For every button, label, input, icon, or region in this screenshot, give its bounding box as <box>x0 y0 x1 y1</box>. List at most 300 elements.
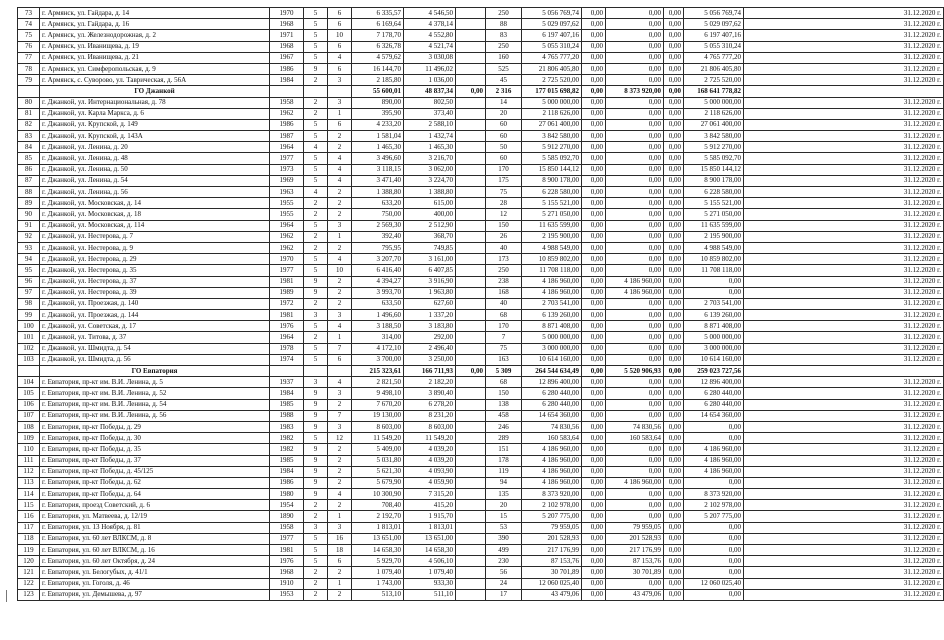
local-zero-cell: 0,00 <box>664 500 684 511</box>
deadline-cell <box>744 86 944 97</box>
table-row <box>18 187 944 198</box>
local-zero-cell: 0,00 <box>664 164 684 175</box>
local-zero-cell: 0,00 <box>664 511 684 522</box>
entrances-cell: 3 <box>328 421 352 432</box>
address-cell: г. Евпатория, пр-кт им. В.И. Ленина, д. 56 <box>40 410 270 421</box>
fund-zero-cell: 0,00 <box>582 354 606 365</box>
row-number: 106 <box>18 399 40 410</box>
address-cell: г. Евпатория, ул. 60 лет ВЛКСМ, д. 8 <box>40 533 270 544</box>
residents-cell: 20 <box>486 500 522 511</box>
residents-cell: 458 <box>486 410 522 421</box>
zero-cell <box>456 119 486 130</box>
residents-cell: 14 <box>486 97 522 108</box>
deadline-cell: 31.12.2020 г. <box>744 511 944 522</box>
local-zero-cell: 0,00 <box>664 388 684 399</box>
total-area-cell: 2 569,30 <box>352 220 404 231</box>
fund-zero-cell: 0,00 <box>582 332 606 343</box>
table-row <box>18 377 944 388</box>
deadline-cell: 31.12.2020 г. <box>744 298 944 309</box>
local-zero-cell: 0,00 <box>664 63 684 74</box>
floors-cell: 2 <box>304 589 328 600</box>
residents-cell: 60 <box>486 131 522 142</box>
owners-fund-cell: 0,00 <box>684 533 744 544</box>
year-cell: 1977 <box>270 265 304 276</box>
total-cost-cell: 4 186 960,00 <box>522 287 582 298</box>
zero-cell: 0,00 <box>456 366 486 377</box>
address-cell: г. Джанкой, ул. Шмидта, д. 54 <box>40 343 270 354</box>
zero-cell <box>456 444 486 455</box>
table-row <box>18 30 944 41</box>
residents-cell: 499 <box>486 545 522 556</box>
deadline-cell: 31.12.2020 г. <box>744 242 944 253</box>
living-area-cell: 511,10 <box>404 589 456 600</box>
local-zero-cell: 0,00 <box>664 589 684 600</box>
address-cell: г. Джанкой, ул. Нестерова, д. 9 <box>40 242 270 253</box>
fund-zero-cell: 0,00 <box>582 30 606 41</box>
fund-zero-cell: 0,00 <box>582 366 606 377</box>
table-row <box>18 142 944 153</box>
row-number: 83 <box>18 131 40 142</box>
local-zero-cell: 0,00 <box>664 153 684 164</box>
row-number: 111 <box>18 455 40 466</box>
living-area-cell: 1 813,01 <box>404 522 456 533</box>
zero-cell <box>456 377 486 388</box>
entrances-cell: 7 <box>328 410 352 421</box>
zero-cell <box>456 332 486 343</box>
local-zero-cell: 0,00 <box>664 298 684 309</box>
local-zero-cell: 0,00 <box>664 119 684 130</box>
living-area-cell: 292,00 <box>404 332 456 343</box>
row-number: 75 <box>18 30 40 41</box>
fund-zero-cell: 0,00 <box>582 187 606 198</box>
year-cell: 1985 <box>270 399 304 410</box>
regional-fund-cell: 4 186 960,00 <box>606 276 664 287</box>
total-area-cell: 8 603,00 <box>352 421 404 432</box>
row-number: 110 <box>18 444 40 455</box>
deadline-cell: 31.12.2020 г. <box>744 433 944 444</box>
total-cost-cell: 4 186 960,00 <box>522 466 582 477</box>
total-area-cell: 795,95 <box>352 242 404 253</box>
year-cell: 1937 <box>270 377 304 388</box>
floors-cell: 4 <box>304 142 328 153</box>
living-area-cell: 933,30 <box>404 578 456 589</box>
owners-fund-cell: 4 988 549,00 <box>684 242 744 253</box>
owners-fund-cell: 2 725 520,00 <box>684 75 744 86</box>
residents-cell: 119 <box>486 466 522 477</box>
year-cell: 1972 <box>270 298 304 309</box>
fund-zero-cell: 0,00 <box>582 310 606 321</box>
year-cell: 1984 <box>270 466 304 477</box>
floors-cell: 2 <box>304 242 328 253</box>
floors-cell: 5 <box>304 175 328 186</box>
residents-cell: 170 <box>486 164 522 175</box>
entrances-cell: 6 <box>328 63 352 74</box>
address-cell: г. Джанкой, ул. Шмидта, д. 56 <box>40 354 270 365</box>
regional-fund-cell: 160 583,64 <box>606 433 664 444</box>
zero-cell <box>456 19 486 30</box>
year-cell: 1974 <box>270 354 304 365</box>
living-area-cell: 3 183,80 <box>404 321 456 332</box>
year-cell: 1954 <box>270 500 304 511</box>
regional-fund-cell: 0,00 <box>606 209 664 220</box>
zero-cell <box>456 567 486 578</box>
floors-cell: 5 <box>304 131 328 142</box>
residents-cell: 250 <box>486 41 522 52</box>
entrances-cell: 7 <box>328 343 352 354</box>
row-number: 105 <box>18 388 40 399</box>
total-area-cell: 5 621,30 <box>352 466 404 477</box>
address-cell: г. Евпатория, пр-кт Победы, д. 30 <box>40 433 270 444</box>
owners-fund-cell: 4 186 960,00 <box>684 455 744 466</box>
fund-zero-cell: 0,00 <box>582 343 606 354</box>
zero-cell <box>456 343 486 354</box>
table-row <box>18 354 944 365</box>
living-area-cell: 1 337,20 <box>404 310 456 321</box>
zero-cell <box>456 131 486 142</box>
residents-cell: 135 <box>486 489 522 500</box>
total-area-cell: 19 130,00 <box>352 410 404 421</box>
total-area-cell: 2 185,80 <box>352 75 404 86</box>
floors-cell: 5 <box>304 153 328 164</box>
living-area-cell: 1 465,30 <box>404 142 456 153</box>
year-cell: 1983 <box>270 421 304 432</box>
row-number: 73 <box>18 8 40 19</box>
total-area-cell: 1 813,01 <box>352 522 404 533</box>
deadline-cell: 31.12.2020 г. <box>744 164 944 175</box>
floors-cell: 2 <box>304 500 328 511</box>
floors-cell: 5 <box>304 321 328 332</box>
entrances-cell: 2 <box>328 209 352 220</box>
residents-cell: 289 <box>486 433 522 444</box>
total-area-cell: 7 670,20 <box>352 399 404 410</box>
table-row <box>18 254 944 265</box>
entrances-cell: 4 <box>328 52 352 63</box>
residents-cell: 45 <box>486 75 522 86</box>
entrances-cell: 3 <box>328 388 352 399</box>
row-number: 102 <box>18 343 40 354</box>
year-cell: 1955 <box>270 209 304 220</box>
living-area-cell: 615,00 <box>404 198 456 209</box>
entrances-cell: 6 <box>328 119 352 130</box>
fund-zero-cell: 0,00 <box>582 242 606 253</box>
row-number: 97 <box>18 287 40 298</box>
fund-zero-cell: 0,00 <box>582 119 606 130</box>
local-zero-cell: 0,00 <box>664 366 684 377</box>
entrances-cell: 2 <box>328 399 352 410</box>
row-number: 119 <box>18 545 40 556</box>
total-cost-cell: 14 654 360,00 <box>522 410 582 421</box>
local-zero-cell: 0,00 <box>664 377 684 388</box>
zero-cell <box>456 310 486 321</box>
zero-cell <box>456 578 486 589</box>
owners-fund-cell: 6 197 407,16 <box>684 30 744 41</box>
zero-cell <box>456 220 486 231</box>
floors-cell: 2 <box>304 231 328 242</box>
regional-fund-cell: 201 528,93 <box>606 533 664 544</box>
row-number: 89 <box>18 198 40 209</box>
year-cell: 1962 <box>270 108 304 119</box>
floors-cell: 5 <box>304 545 328 556</box>
total-area-cell: 395,90 <box>352 108 404 119</box>
year-cell: 1970 <box>270 8 304 19</box>
living-area-cell: 749,85 <box>404 242 456 253</box>
year-cell: 1989 <box>270 287 304 298</box>
fund-zero-cell: 0,00 <box>582 466 606 477</box>
deadline-cell: 31.12.2020 г. <box>744 321 944 332</box>
total-area-cell: 3 188,50 <box>352 321 404 332</box>
residents-cell: 20 <box>486 108 522 119</box>
row-number: 114 <box>18 489 40 500</box>
deadline-cell: 31.12.2020 г. <box>744 75 944 86</box>
residents-cell: 24 <box>486 578 522 589</box>
entrances-cell: 1 <box>328 578 352 589</box>
total-cost-cell: 8 373 920,00 <box>522 489 582 500</box>
address-cell: г. Армянск, ул. Железнодорожная, д. 2 <box>40 30 270 41</box>
table-row <box>18 231 944 242</box>
local-zero-cell: 0,00 <box>664 30 684 41</box>
regional-fund-cell: 0,00 <box>606 19 664 30</box>
fund-zero-cell: 0,00 <box>582 198 606 209</box>
floors-cell: 5 <box>304 30 328 41</box>
entrances-cell: 4 <box>328 321 352 332</box>
zero-cell <box>456 399 486 410</box>
total-area-cell: 10 300,90 <box>352 489 404 500</box>
total-cost-cell: 5 155 521,00 <box>522 198 582 209</box>
entrances-cell: 2 <box>328 589 352 600</box>
year-cell: 1984 <box>270 388 304 399</box>
zero-cell <box>456 153 486 164</box>
local-zero-cell: 0,00 <box>664 187 684 198</box>
floors-cell: 3 <box>304 377 328 388</box>
total-cost-cell: 177 015 698,82 <box>522 86 582 97</box>
address-cell: г. Евпатория, пр-кт Победы, д. 62 <box>40 477 270 488</box>
address-cell: г. Евпатория, ул. 60 лет ВЛКСМ, д. 16 <box>40 545 270 556</box>
entrances-cell: 2 <box>328 242 352 253</box>
row-number: 121 <box>18 567 40 578</box>
zero-cell <box>456 63 486 74</box>
living-area-cell: 1 388,80 <box>404 187 456 198</box>
residents-cell: 238 <box>486 276 522 287</box>
address-cell: ГО Джанкой <box>40 86 270 97</box>
table-row <box>18 276 944 287</box>
floors-cell: 3 <box>304 310 328 321</box>
floors-cell: 5 <box>304 220 328 231</box>
table-row <box>18 97 944 108</box>
local-zero-cell: 0,00 <box>664 321 684 332</box>
owners-fund-cell: 0,00 <box>684 556 744 567</box>
local-zero-cell: 0,00 <box>664 287 684 298</box>
residents-cell: 138 <box>486 399 522 410</box>
owners-fund-cell: 15 850 144,12 <box>684 164 744 175</box>
total-cost-cell: 2 195 900,00 <box>522 231 582 242</box>
floors-cell: 9 <box>304 477 328 488</box>
local-zero-cell: 0,00 <box>664 466 684 477</box>
regional-fund-cell: 0,00 <box>606 265 664 276</box>
living-area-cell: 3 030,08 <box>404 52 456 63</box>
living-area-cell: 13 651,00 <box>404 533 456 544</box>
fund-zero-cell: 0,00 <box>582 522 606 533</box>
total-area-cell: 1 496,60 <box>352 310 404 321</box>
total-area-cell: 6 416,40 <box>352 265 404 276</box>
local-zero-cell: 0,00 <box>664 8 684 19</box>
regional-fund-cell: 0,00 <box>606 164 664 175</box>
year-cell: 1910 <box>270 578 304 589</box>
owners-fund-cell: 2 102 978,00 <box>684 500 744 511</box>
deadline-cell: 31.12.2020 г. <box>744 276 944 287</box>
local-zero-cell: 0,00 <box>664 41 684 52</box>
year-cell: 1964 <box>270 220 304 231</box>
living-area-cell: 7 315,20 <box>404 489 456 500</box>
year-cell: 1984 <box>270 75 304 86</box>
living-area-cell: 4 506,10 <box>404 556 456 567</box>
regional-fund-cell: 0,00 <box>606 198 664 209</box>
fund-zero-cell: 0,00 <box>582 19 606 30</box>
fund-zero-cell: 0,00 <box>582 97 606 108</box>
owners-fund-cell: 3 842 580,00 <box>684 131 744 142</box>
residents-cell: 173 <box>486 254 522 265</box>
fund-zero-cell: 0,00 <box>582 52 606 63</box>
living-area-cell: 368,70 <box>404 231 456 242</box>
floors-cell: 5 <box>304 533 328 544</box>
year-cell: 1963 <box>270 187 304 198</box>
address-cell: г. Евпатория, ул. Белогубых, д. 41/1 <box>40 567 270 578</box>
total-area-cell: 750,00 <box>352 209 404 220</box>
fund-zero-cell: 0,00 <box>582 231 606 242</box>
owners-fund-cell: 259 023 727,56 <box>684 366 744 377</box>
zero-cell <box>456 30 486 41</box>
table-row <box>18 153 944 164</box>
row-number: 87 <box>18 175 40 186</box>
deadline-cell: 31.12.2020 г. <box>744 97 944 108</box>
total-area-cell: 4 579,62 <box>352 52 404 63</box>
row-number: 91 <box>18 220 40 231</box>
owners-fund-cell: 0,00 <box>684 567 744 578</box>
residents-cell: 168 <box>486 287 522 298</box>
total-area-cell: 1 388,80 <box>352 187 404 198</box>
floors-cell <box>304 366 328 377</box>
year-cell: 1958 <box>270 97 304 108</box>
deadline-cell: 31.12.2020 г. <box>744 265 944 276</box>
owners-fund-cell: 14 654 360,00 <box>684 410 744 421</box>
fund-zero-cell: 0,00 <box>582 567 606 578</box>
regional-fund-cell: 79 959,05 <box>606 522 664 533</box>
deadline-cell: 31.12.2020 г. <box>744 231 944 242</box>
zero-cell <box>456 8 486 19</box>
residents-cell: 7 <box>486 332 522 343</box>
living-area-cell: 4 546,50 <box>404 8 456 19</box>
address-cell: г. Армянск, ул. Симферопольская, д. 9 <box>40 63 270 74</box>
deadline-cell: 31.12.2020 г. <box>744 410 944 421</box>
owners-fund-cell: 8 871 408,00 <box>684 321 744 332</box>
floors-cell: 9 <box>304 466 328 477</box>
deadline-cell: 31.12.2020 г. <box>744 556 944 567</box>
floors-cell: 2 <box>304 108 328 119</box>
total-area-cell: 4 172,10 <box>352 343 404 354</box>
deadline-cell: 31.12.2020 г. <box>744 444 944 455</box>
floors-cell: 9 <box>304 276 328 287</box>
row-number: 92 <box>18 231 40 242</box>
zero-cell <box>456 298 486 309</box>
residents-cell: 170 <box>486 321 522 332</box>
fund-zero-cell: 0,00 <box>582 75 606 86</box>
entrances-cell: 16 <box>328 533 352 544</box>
regional-fund-cell: 0,00 <box>606 187 664 198</box>
total-cost-cell: 6 280 440,00 <box>522 388 582 399</box>
address-cell: г. Джанкой, ул. Проезжая, д. 140 <box>40 298 270 309</box>
table-row <box>18 131 944 142</box>
local-zero-cell: 0,00 <box>664 444 684 455</box>
deadline-cell: 31.12.2020 г. <box>744 477 944 488</box>
total-area-cell: 4 394,27 <box>352 276 404 287</box>
row-number: 85 <box>18 153 40 164</box>
row-number: 116 <box>18 511 40 522</box>
local-zero-cell: 0,00 <box>664 209 684 220</box>
zero-cell <box>456 321 486 332</box>
residents-cell: 5 309 <box>486 366 522 377</box>
fund-zero-cell: 0,00 <box>582 421 606 432</box>
regional-fund-cell: 87 153,76 <box>606 556 664 567</box>
row-number: 94 <box>18 254 40 265</box>
regional-fund-cell: 0,00 <box>606 489 664 500</box>
living-area-cell: 2 512,90 <box>404 220 456 231</box>
residents-cell: 175 <box>486 175 522 186</box>
local-zero-cell: 0,00 <box>664 410 684 421</box>
zero-cell <box>456 455 486 466</box>
floors-cell: 5 <box>304 119 328 130</box>
address-cell: г. Джанкой, ул. Советская, д. 17 <box>40 321 270 332</box>
regional-fund-cell: 30 701,89 <box>606 567 664 578</box>
entrances-cell: 10 <box>328 265 352 276</box>
total-area-cell: 4 233,20 <box>352 119 404 130</box>
residents-cell: 246 <box>486 421 522 432</box>
fund-zero-cell: 0,00 <box>582 131 606 142</box>
owners-fund-cell: 12 060 025,40 <box>684 578 744 589</box>
deadline-cell: 31.12.2020 г. <box>744 310 944 321</box>
table-row <box>18 75 944 86</box>
row-number: 107 <box>18 410 40 421</box>
total-cost-cell: 8 871 408,00 <box>522 321 582 332</box>
address-cell: г. Евпатория, ул. 60 лет Октября, д. 24 <box>40 556 270 567</box>
zero-cell <box>456 52 486 63</box>
owners-fund-cell: 5 271 050,00 <box>684 209 744 220</box>
living-area-cell: 400,00 <box>404 209 456 220</box>
group-total-row <box>18 366 944 377</box>
living-area-cell: 11 496,02 <box>404 63 456 74</box>
total-cost-cell: 27 061 400,00 <box>522 119 582 130</box>
regional-fund-cell: 0,00 <box>606 119 664 130</box>
entrances-cell: 3 <box>328 522 352 533</box>
zero-cell <box>456 41 486 52</box>
regional-fund-cell: 0,00 <box>606 242 664 253</box>
local-zero-cell: 0,00 <box>664 578 684 589</box>
row-number: 112 <box>18 466 40 477</box>
regional-fund-cell: 0,00 <box>606 578 664 589</box>
row-number: 109 <box>18 433 40 444</box>
zero-cell <box>456 75 486 86</box>
total-cost-cell: 30 701,89 <box>522 567 582 578</box>
fund-zero-cell: 0,00 <box>582 86 606 97</box>
deadline-cell: 31.12.2020 г. <box>744 399 944 410</box>
zero-cell <box>456 97 486 108</box>
table-body <box>18 8 944 601</box>
table-row <box>18 8 944 19</box>
address-cell: г. Джанкой, ул. Нестерова, д. 7 <box>40 231 270 242</box>
deadline-cell: 31.12.2020 г. <box>744 19 944 30</box>
total-cost-cell: 2 703 541,00 <box>522 298 582 309</box>
fund-zero-cell: 0,00 <box>582 410 606 421</box>
address-cell: г. Евпатория, пр-кт Победы, д. 45/125 <box>40 466 270 477</box>
year-cell: 1981 <box>270 545 304 556</box>
